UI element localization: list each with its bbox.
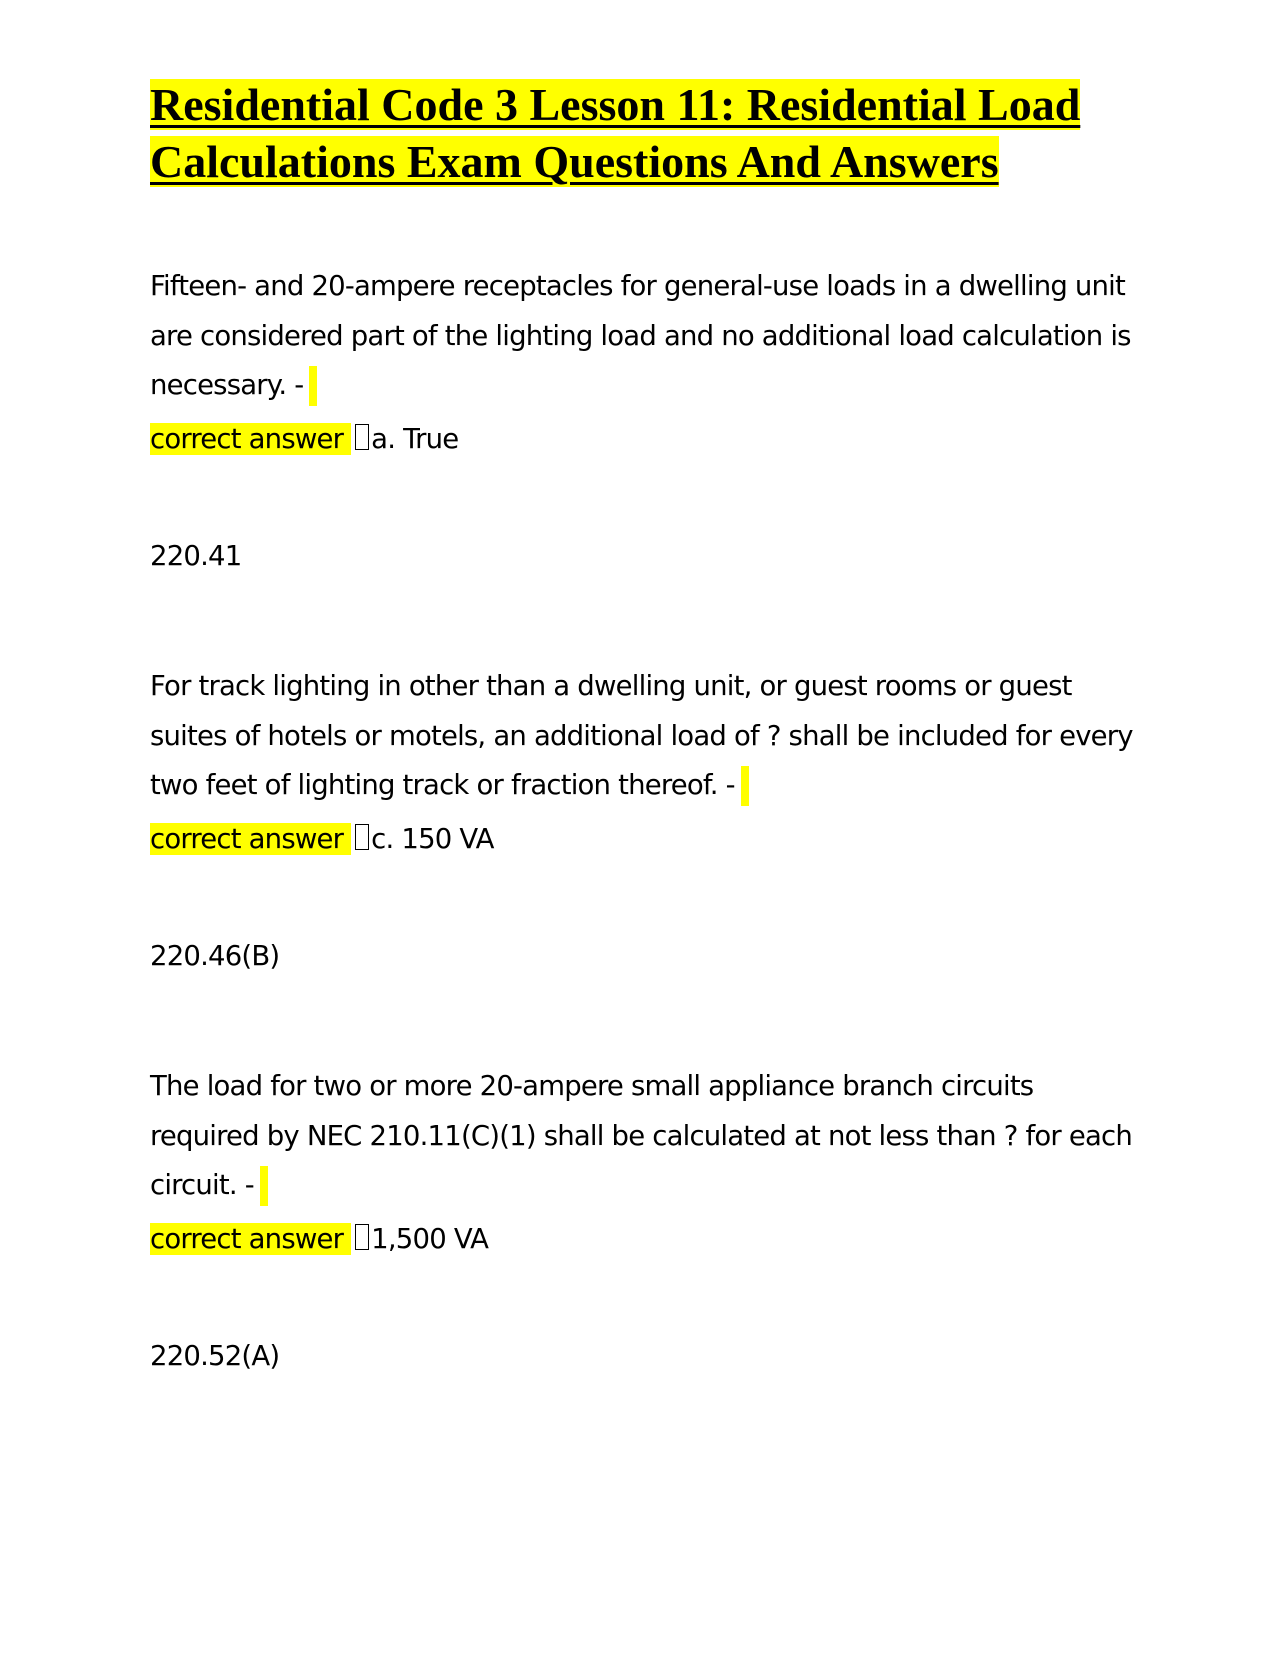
qa-item-1 [150,262,1150,464]
highlight-mark [260,1166,268,1206]
qa-item-3 [150,1062,1150,1264]
document-title: Residential Code 3 Lesson 11: Residential Load Calculations Exam Questions And Answers [150,79,1081,187]
question-text: Fifteen- and 20-ampere receptacles for general-use loads in a dwelling unit are considered part of the lighting load and no additional load calculation is necessary. - [150,270,1131,401]
reference-2: 220.46(B) [150,940,280,972]
qa-item-2 [150,662,1150,864]
missing-glyph-icon [355,1224,369,1250]
answer-text: 1,500 VA [371,1222,489,1255]
question-text: For track lighting in other than a dwelling unit, or guest rooms or guest suites of hotels or motels, an additional load of ? shall be included for every two feet of lighting track or fraction thereof. - [150,670,1133,801]
highlight-mark [309,366,317,406]
question-text: The load for two or more 20-ampere small appliance branch circuits required by NEC 210.11(C)(1) shall be calculated at not less than ? for each circuit. - [150,1070,1132,1201]
answer-label: correct answer [150,1223,351,1255]
reference-1: 220.41 [150,540,242,572]
missing-glyph-icon [355,424,369,450]
missing-glyph-icon [355,824,369,850]
reference-3: 220.52(A) [150,1340,280,1372]
answer-text: a. True [371,422,459,455]
answer-label: correct answer [150,823,351,855]
answer-label: correct answer [150,423,351,455]
highlight-mark [741,766,749,806]
answer-text: c. 150 VA [371,822,494,855]
